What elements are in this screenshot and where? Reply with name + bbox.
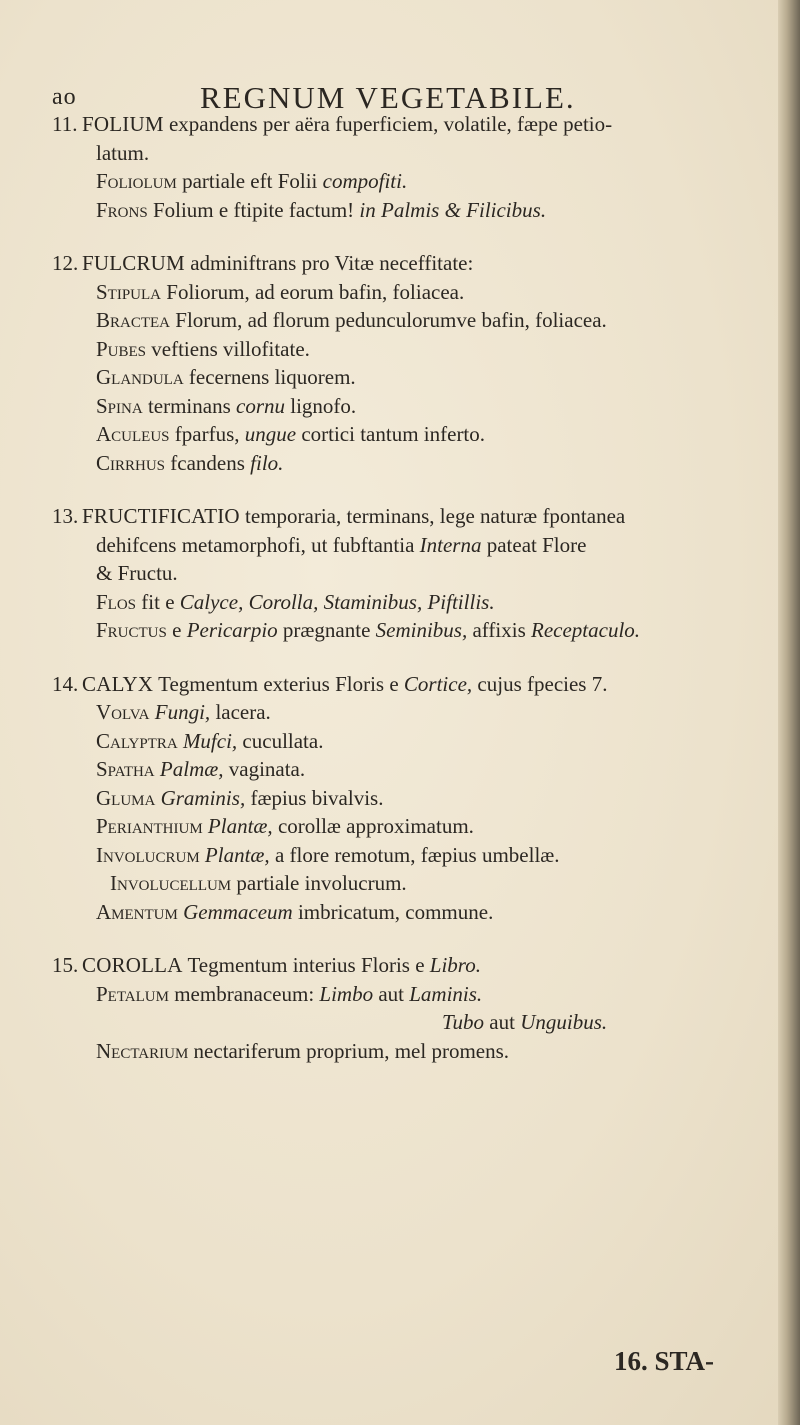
term: Frons	[96, 197, 148, 222]
italic-text: filo.	[250, 450, 284, 475]
entries-list	[52, 110, 782, 1065]
entry-line	[52, 420, 782, 449]
italic-text: Mufci,	[177, 728, 238, 753]
entry-text: prægnante	[277, 618, 376, 642]
page-number: ao	[52, 84, 77, 110]
entry-text: latum.	[96, 140, 150, 165]
entry-text: pateat Flore	[481, 532, 587, 557]
italic-text: compofiti.	[322, 169, 408, 193]
entry-text: adminiftrans pro Vitæ neceffitate:	[184, 251, 474, 275]
entry-text: Folium e ftipite factum!	[147, 197, 360, 222]
entry-line	[52, 869, 782, 898]
italic-text: Receptaculo.	[531, 618, 641, 642]
term: Volva	[96, 700, 150, 724]
entry-line	[52, 363, 782, 392]
italic-text: Seminibus,	[375, 618, 468, 642]
entry-line	[52, 980, 782, 1009]
entry-text: lignofo.	[285, 393, 357, 418]
entry-text: affixis	[467, 618, 532, 642]
entry-text: Tegmentum interius Floris e	[182, 953, 430, 977]
entry-text: terminans	[142, 393, 236, 418]
term: Stipula	[96, 279, 162, 304]
entry-line	[52, 531, 782, 560]
entry-text: imbricatum, commune.	[292, 899, 494, 924]
running-head: REGNUM VEGETABILE.	[200, 80, 576, 115]
entry-text: a flore remotum, fæpius umbellæ.	[269, 842, 560, 867]
italic-text: Plantæ,	[199, 842, 270, 867]
entry-line	[52, 196, 782, 225]
entry-number: 11.	[52, 112, 78, 136]
term: Bractea	[96, 308, 171, 332]
italic-text: cornu	[236, 393, 285, 418]
term: Fructus	[96, 618, 167, 642]
entry-text: partiale eft Folii	[176, 169, 323, 193]
term: Spina	[96, 393, 143, 418]
entry-text: temporaria, terminans, lege naturæ fpontanea	[239, 504, 626, 528]
entry-text: Florum, ad florum pedunculorumve bafin, foliacea.	[170, 308, 607, 332]
italic-text: Interna	[419, 532, 482, 557]
entry-text: membranaceum:	[168, 981, 320, 1006]
entry-text: fit e	[136, 589, 180, 614]
term: Spatha	[96, 757, 155, 781]
entry-text: cujus fpecies 7.	[472, 671, 608, 696]
entry-text: expandens per aëra fuperficiem, volatile, fæpe petio-	[163, 112, 613, 136]
entry-line	[52, 727, 782, 756]
entry-line	[52, 559, 782, 588]
entry-line	[52, 110, 782, 139]
entry-13	[52, 502, 782, 645]
entry-text: fecernens liquorem.	[183, 365, 356, 389]
entry-line	[52, 335, 782, 364]
entry-text: e	[166, 618, 187, 642]
entry-line	[52, 1037, 782, 1066]
term: Involucellum	[110, 871, 232, 895]
italic-text: Pericarpio	[186, 618, 278, 642]
term: Nectarium	[96, 1038, 189, 1063]
term: Glandula	[96, 365, 184, 389]
entry-14	[52, 670, 782, 927]
entry-text: dehifcens metamorphofi, ut fubftantia	[96, 532, 420, 557]
entry-number: 13.	[52, 504, 79, 528]
entry-line	[52, 249, 782, 278]
italic-text: in Palmis & Filicibus.	[359, 197, 547, 222]
italic-text: Unguibus.	[520, 1010, 608, 1034]
entry-text: nectariferum proprium, mel promens.	[188, 1038, 510, 1063]
term: Calyptra	[96, 728, 178, 753]
term: Foliolum	[96, 169, 177, 193]
entry-text: fparfus,	[169, 422, 245, 446]
entry-text: vaginata.	[223, 757, 306, 781]
entry-text: aut	[373, 981, 410, 1006]
entry-text: corollæ approximatum.	[272, 814, 474, 838]
italic-text: Graminis,	[155, 785, 246, 810]
term: Involucrum	[96, 842, 200, 867]
term: Amentum	[96, 899, 178, 924]
catchword: 16. STA-	[614, 1346, 715, 1376]
entry-line	[52, 784, 782, 813]
italic-text: Laminis.	[409, 981, 483, 1006]
italic-text: Tubo	[442, 1010, 485, 1034]
entry-line	[52, 698, 782, 727]
entry-text: fæpius bivalvis.	[245, 785, 384, 810]
entry-text: cortici tantum inferto.	[296, 422, 486, 446]
entry-text: aut	[484, 1010, 521, 1034]
entry-text: & Fructu.	[96, 561, 178, 585]
term: Cirrhus	[96, 450, 166, 475]
italic-text: Libro.	[429, 953, 481, 977]
entry-text: veftiens villofitate.	[146, 336, 310, 361]
italic-text: Palmæ,	[154, 757, 224, 781]
entry-headword: FULCRUM	[82, 251, 185, 275]
entry-line	[52, 392, 782, 421]
entry-line	[52, 167, 782, 196]
entry-15	[52, 951, 782, 1065]
entry-line	[52, 139, 782, 168]
entry-12	[52, 249, 782, 477]
italic-text: Cortice,	[403, 671, 473, 696]
entry-line	[52, 588, 782, 617]
entry-line	[52, 502, 782, 531]
entry-headword: FRUCTIFICATIO	[82, 504, 240, 528]
term: Aculeus	[96, 422, 170, 446]
italic-text: Gemmaceum	[177, 899, 293, 924]
entry-number: 15.	[52, 953, 79, 977]
entry-line	[52, 670, 782, 699]
entry-line	[52, 812, 782, 841]
term: Perianthium	[96, 814, 203, 838]
entry-line	[52, 278, 782, 307]
term: Petalum	[96, 981, 169, 1006]
entry-number: 14.	[52, 671, 79, 696]
entry-text: Foliorum, ad eorum bafin, foliacea.	[161, 279, 465, 304]
entry-number: 12.	[52, 251, 79, 275]
italic-text: Limbo	[319, 981, 374, 1006]
entry-line	[52, 951, 782, 980]
entry-text: partiale involucrum.	[231, 871, 407, 895]
italic-text: Plantæ,	[202, 814, 273, 838]
entry-text: lacera.	[210, 700, 271, 724]
entry-line	[52, 616, 782, 645]
term: Pubes	[96, 336, 147, 361]
italic-text: ungue	[244, 422, 297, 446]
entry-headword: CALYX	[82, 671, 154, 696]
entry-text: Tegmentum exterius Floris e	[153, 671, 404, 696]
entry-line	[52, 841, 782, 870]
italic-text: Calyce, Corolla, Staminibus, Piftillis.	[179, 589, 495, 614]
entry-line	[52, 1008, 782, 1037]
entry-headword: COROLLA	[82, 953, 183, 977]
entry-line	[52, 306, 782, 335]
term: Flos	[96, 589, 137, 614]
entry-11	[52, 110, 782, 224]
entry-line	[52, 898, 782, 927]
entry-text: fcandens	[165, 450, 251, 475]
entry-text: cucullata.	[237, 728, 324, 753]
entry-line	[52, 755, 782, 784]
entry-headword: FOLIUM	[82, 112, 164, 136]
italic-text: Fungi,	[149, 700, 211, 724]
term: Gluma	[96, 785, 156, 810]
entry-line	[52, 449, 782, 478]
